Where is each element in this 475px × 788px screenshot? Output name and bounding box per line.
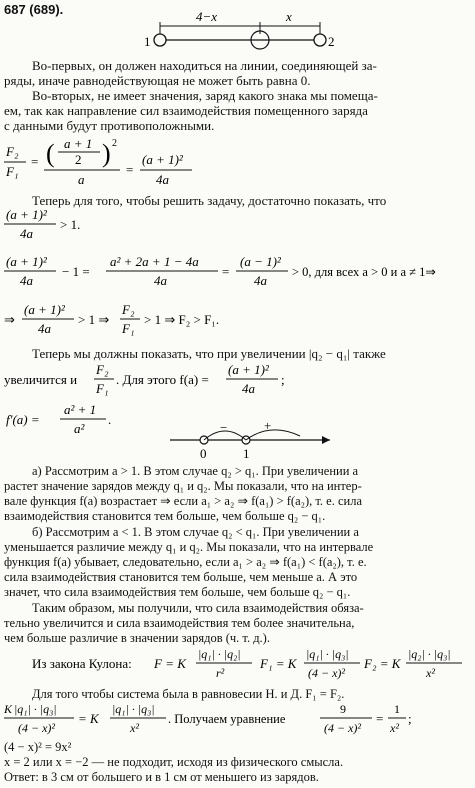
formula-chain <box>2 300 302 340</box>
svg-text:=: = <box>126 162 134 177</box>
svg-text:=: = <box>222 264 230 279</box>
svg-text:(a + 1)²: (a + 1)² <box>142 152 183 167</box>
para2-line: ем, так как направление сил взаимодействия помещенного заряда <box>4 103 368 118</box>
svg-text:4a: 4a <box>242 381 255 396</box>
svg-text:(4 − x)²: (4 − x)² <box>308 666 346 680</box>
svg-text:K: K <box>4 702 13 716</box>
tick-one: 1 <box>243 446 250 461</box>
svg-text:F₂: F₂ <box>122 302 135 317</box>
svg-text:9: 9 <box>340 702 346 716</box>
coulomb-law <box>2 644 472 684</box>
svg-text:(a + 1)²: (a + 1)² <box>6 254 47 269</box>
para6-line: функция f(a) убывает, следовательно, если a₁ > a₂ ⇒ f(a₁) < f(a₂), т. е. <box>4 555 367 569</box>
svg-text:F₁: F₁ <box>122 321 135 336</box>
svg-text:;: ; <box>408 711 412 726</box>
svg-text:4a: 4a <box>20 273 33 288</box>
tick-zero: 0 <box>200 446 207 461</box>
svg-text:2: 2 <box>112 138 117 149</box>
svg-text:a + 1: a + 1 <box>64 136 93 151</box>
para5-line: а) Рассмотрим a > 1. В этом случае q₂ > q₁. При увеличении a <box>32 464 359 478</box>
svg-text:(a + 1)²: (a + 1)² <box>6 207 47 222</box>
svg-text:4a: 4a <box>254 273 267 288</box>
para7-line: чем больше различие в значении зарядов (ч. т. д.). <box>4 631 270 645</box>
para4-formula-line <box>2 360 302 400</box>
svg-text:(a + 1)²: (a + 1)² <box>228 362 269 377</box>
svg-text:F₂ = K: F₂ = K <box>364 656 401 671</box>
svg-text:|q₂| · |q₃|: |q₂| · |q₃| <box>408 647 451 661</box>
para5-line: вале функция f(a) возрастает ⇒ если a₁ > a₂ ⇒ f(a₁) > f(a₂), т. е. сила <box>4 494 362 508</box>
svg-text:a: a <box>78 172 85 187</box>
svg-text:|q₁| · |q₃|: |q₁| · |q₃| <box>112 702 155 716</box>
problem-number: 687 (689). <box>4 2 64 17</box>
svg-text:F₁: F₁ <box>96 381 109 396</box>
svg-text:увеличится и: увеличится и <box>4 372 78 387</box>
svg-text:x²: x² <box>130 721 139 735</box>
svg-text:|q₁| · |q₃|: |q₁| · |q₃| <box>14 702 57 716</box>
svg-text:a² + 2a + 1 − 4a: a² + 2a + 1 − 4a <box>110 254 199 269</box>
para1-line: Во-первых, он должен находиться на линии, соединяющей за- <box>32 58 377 73</box>
para2-line: с данными будут противоположными. <box>4 118 215 133</box>
svg-text:− 1 =: − 1 = <box>62 264 90 279</box>
svg-text:> 1 ⇒ F₂ > F₁.: > 1 ⇒ F₂ > F₁. <box>144 312 220 327</box>
svg-text:(: ( <box>46 139 55 168</box>
para5-line: растет значение зарядов между q₁ и q₂. Мы показали, что на интер- <box>4 479 362 493</box>
minus-sign: − <box>220 420 228 435</box>
para6-line: б) Рассмотрим a < 1. В этом случае q₂ < q₁. При увеличении a <box>32 525 359 539</box>
formula-derivative <box>2 400 142 440</box>
distance-right-label: x <box>286 9 292 24</box>
svg-text:x²: x² <box>426 666 435 680</box>
svg-text:F₁: F₁ <box>6 164 19 179</box>
svg-text:⇒: ⇒ <box>4 312 15 327</box>
answer: Ответ: в 3 см от большего и в 1 см от меньшего из зарядов. <box>4 770 319 784</box>
svg-text:(a + 1)²: (a + 1)² <box>24 302 65 317</box>
svg-text:4a: 4a <box>20 226 33 241</box>
svg-text:(4 − x)²: (4 − x)² <box>324 721 362 735</box>
svg-text:f′(a) =: f′(a) = <box>6 412 40 427</box>
formula-force-ratio <box>2 134 242 190</box>
svg-text:F₂: F₂ <box>96 362 109 377</box>
charges-diagram <box>140 4 340 62</box>
svg-text:r²: r² <box>216 666 225 680</box>
para4-line: Теперь мы должны показать, что при увеличении |q₂ − q₁| также <box>32 346 386 361</box>
svg-text:a² + 1: a² + 1 <box>64 402 97 417</box>
svg-text:(a − 1)²: (a − 1)² <box>240 254 281 269</box>
svg-text:F = K: F = K <box>154 656 186 671</box>
svg-text:|q₁| · |q₃|: |q₁| · |q₃| <box>306 647 349 661</box>
svg-text:1: 1 <box>394 702 400 716</box>
svg-text:): ) <box>102 139 111 168</box>
svg-text:F₂: F₂ <box>6 144 19 159</box>
svg-text:. Для этого f(a) =: . Для этого f(a) = <box>116 372 209 387</box>
svg-text:=: = <box>376 711 384 726</box>
svg-text:4a: 4a <box>38 321 51 336</box>
equilibrium-equation <box>2 699 472 739</box>
para1-line: ряды, иначе равнодействующая не может быть равна 0. <box>4 73 311 88</box>
para3: Теперь для того, чтобы решить задачу, достаточно показать, что <box>32 193 387 208</box>
svg-text:x²: x² <box>390 721 399 735</box>
para7-line: Таким образом, мы получили, что сила взаимодействия обяза- <box>32 601 364 615</box>
eq2: (4 − x)² = 9x² <box>4 740 72 754</box>
distance-left-label: 4−x <box>196 9 218 24</box>
svg-text:> 1 ⇒: > 1 ⇒ <box>78 312 110 327</box>
formula-inequality <box>2 205 122 243</box>
sign-chart <box>160 418 340 464</box>
result: x = 2 или x = −2 — не подходит, исходя из физического смысла. <box>4 755 344 769</box>
svg-text:. Получаем уравнение: . Получаем уравнение <box>168 712 286 726</box>
svg-text:|q₁| · |q₂|: |q₁| · |q₂| <box>198 647 241 661</box>
para6-line: значет, что сила взаимодействия тем больше, чем больше q₂ − q₁. <box>4 585 351 599</box>
plus-sign: + <box>264 418 272 433</box>
svg-text:=: = <box>31 154 39 169</box>
svg-text:(4 − x)²: (4 − x)² <box>18 721 56 735</box>
para8: Для того чтобы система была в равновесии Н. и Д. F₁ = F₂. <box>32 687 345 701</box>
charge-2-label: 2 <box>328 34 335 49</box>
svg-text:4a: 4a <box>156 172 169 187</box>
charge-1-label: 1 <box>144 34 151 49</box>
para5-line: взаимодействия становится тем больше, чем больше q₂ − q₁. <box>4 509 326 523</box>
svg-text:4a: 4a <box>154 273 167 288</box>
para6-line: сила взаимодействия становится тем больше, чем меньше a. А это <box>4 570 358 584</box>
svg-text:2: 2 <box>75 152 82 167</box>
svg-text:Из закона Кулона:: Из закона Кулона: <box>32 656 132 671</box>
svg-text:;: ; <box>281 372 285 387</box>
para7-line: тельно увеличится и сила взаимодействия тем более значительна, <box>4 616 355 630</box>
para6-line: уменьшается различие между q₁ и q₂. Мы показали, что на интервале <box>4 540 374 554</box>
svg-text:> 0, для всех a > 0 и a ≠ 1⇒: > 0, для всех a > 0 и a ≠ 1⇒ <box>292 265 436 279</box>
svg-text:F₁ = K: F₁ = K <box>260 656 297 671</box>
svg-text:a²: a² <box>74 421 85 436</box>
svg-text:> 1.: > 1. <box>60 217 81 232</box>
svg-text:= K: = K <box>78 711 99 726</box>
svg-text:.: . <box>108 412 112 427</box>
para2-line: Во-вторых, не имеет значения, заряд какого знака мы помеща- <box>32 88 378 103</box>
formula-difference <box>2 252 472 292</box>
